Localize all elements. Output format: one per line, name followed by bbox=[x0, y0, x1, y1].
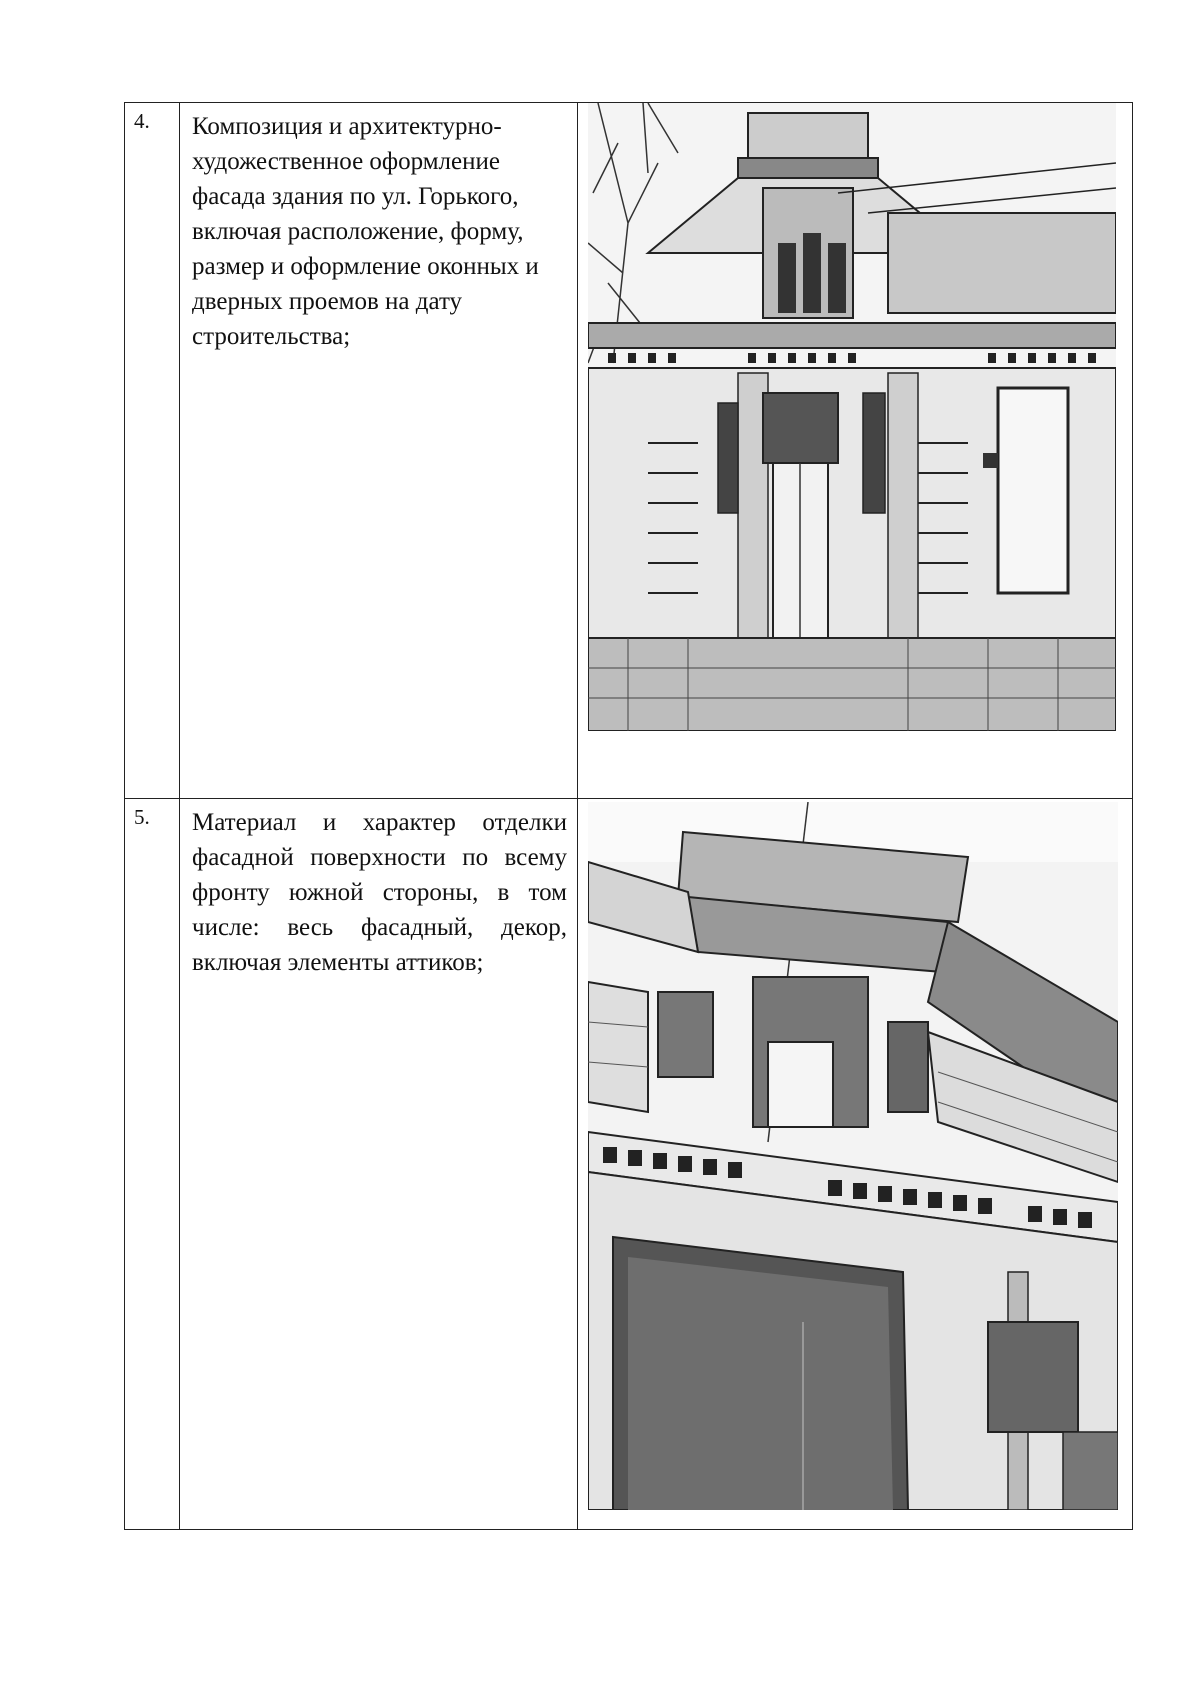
row-number-cell bbox=[125, 799, 180, 1530]
row-number: 5. bbox=[134, 805, 150, 829]
description-cell bbox=[180, 799, 578, 1530]
row-description: Композиция и архитектурно-художественное оформление фасада здания по ул. Горького, включая расположение, форму, размер и оформление оконных и дверных проемов на дату строительства; bbox=[192, 113, 539, 350]
row-description: Материал и характер отделки фасадной поверхности по всему фронту южной стороны, в том числе: весь фасадный, декор, включая элементы аттиков; bbox=[192, 809, 567, 976]
row-number: 4. bbox=[134, 109, 150, 133]
building-facade-photo bbox=[588, 103, 1116, 731]
photo-cell bbox=[578, 799, 1133, 1530]
description-cell bbox=[180, 103, 578, 799]
row-number-cell bbox=[125, 103, 180, 799]
table-row bbox=[125, 103, 1133, 799]
facade-detail-photo bbox=[588, 802, 1118, 1510]
table-row bbox=[125, 799, 1133, 1530]
photo-cell bbox=[578, 103, 1133, 799]
object-features-table bbox=[124, 102, 1133, 1530]
